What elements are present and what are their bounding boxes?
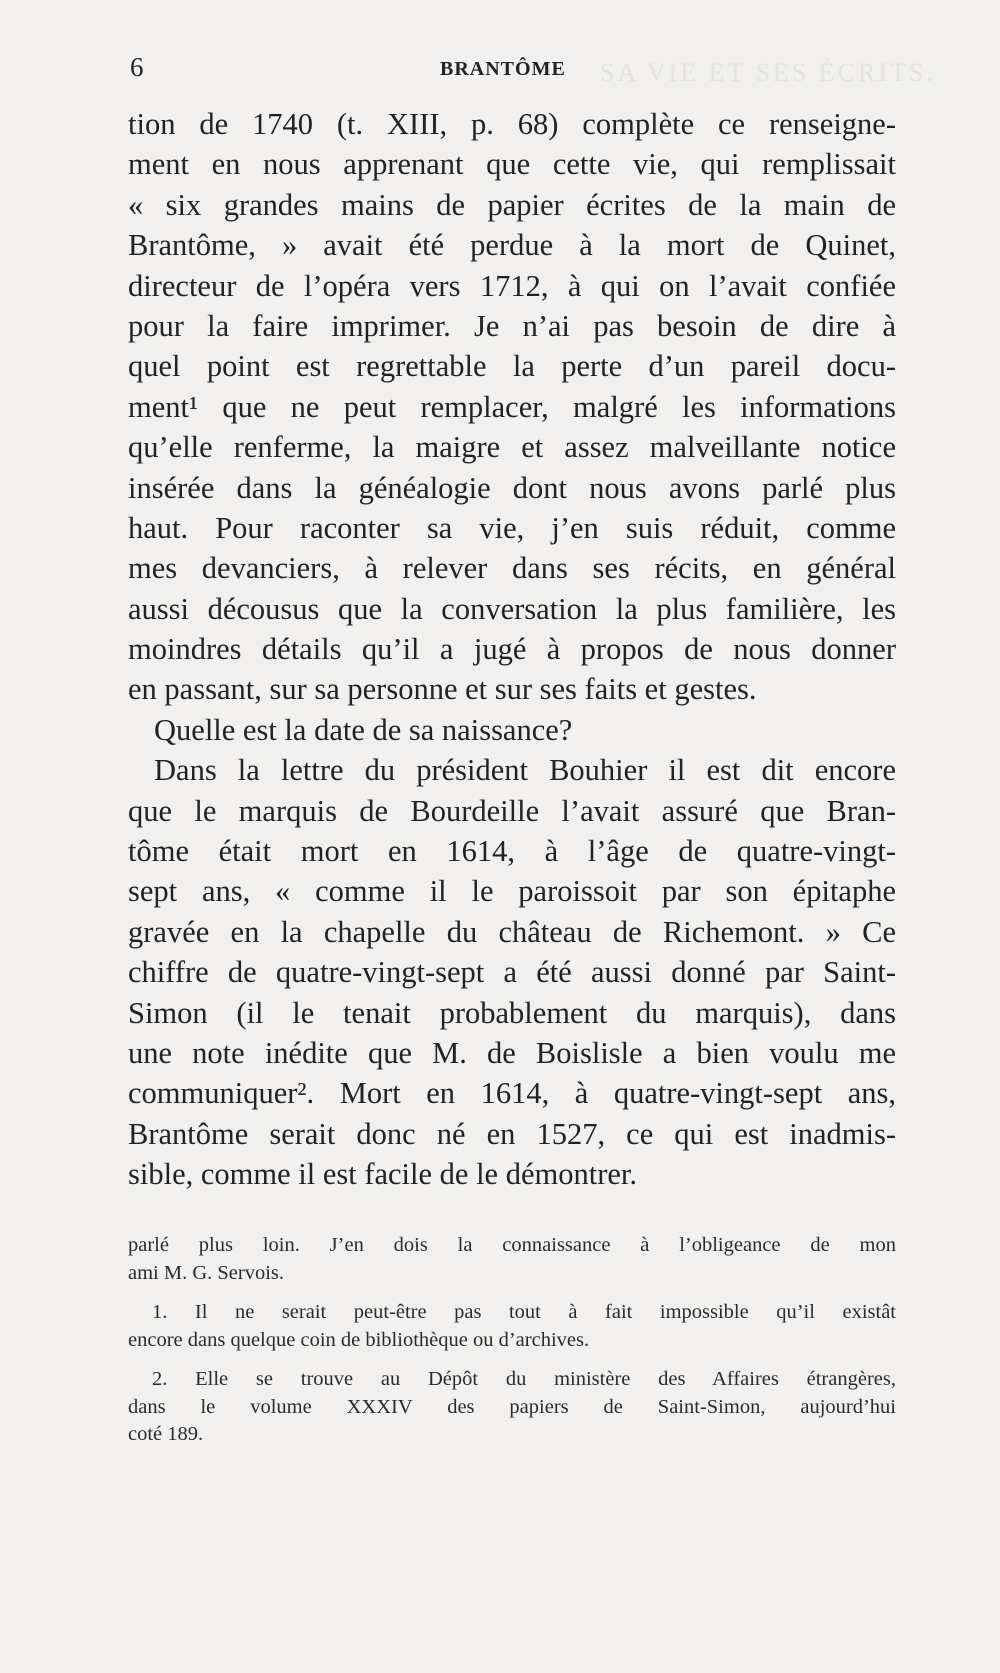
footnote-2-line: dans le volume XXXIV des papiers de Saint-Simon, aujourd’hui xyxy=(128,1395,896,1418)
text-line: Simon (il le tenait probablement du marquis), dans xyxy=(128,995,896,1030)
text-line: ment¹ que ne peut remplacer, malgré les informations xyxy=(128,389,896,424)
text-line: ment en nous apprenant que cette vie, qui remplissait xyxy=(128,147,896,182)
text-line: une note inédite que M. de Boislisle a bien voulu me xyxy=(128,1035,896,1070)
paragraph-question: Quelle est la date de sa naissance? xyxy=(154,712,573,747)
text-line: sible, comme il est facile de le démontrer. xyxy=(128,1157,637,1192)
page-number: 6 xyxy=(130,52,144,82)
text-line: que le marquis de Bourdeille l’avait assuré que Bran- xyxy=(128,793,896,828)
text-line: Brantôme, » avait été perdue à la mort de Quinet, xyxy=(128,228,896,263)
text-line: sept ans, « comme il le paroissoit par son épitaphe xyxy=(128,874,896,909)
footnote-2: 2. Elle se trouve au Dépôt du ministère des Affaires étrangères, xyxy=(152,1368,896,1390)
text-line: haut. Pour raconter sa vie, j’en suis réduit, comme xyxy=(128,510,896,545)
text-line: chiffre de quatre-vingt-sept a été aussi donné par Saint- xyxy=(128,955,896,990)
main-text xyxy=(128,104,896,1195)
running-head: BRANTÔME xyxy=(440,58,566,80)
text-line: mes devanciers, à relever dans ses récits, en général xyxy=(128,551,896,586)
text-line: quel point est regrettable la perte d’un pareil docu- xyxy=(128,349,896,384)
text-line: tion de 1740 (t. XIII, p. 68) complète ce renseigne- xyxy=(128,107,896,141)
text-line: moindres détails qu’il a jugé à propos de nous donner xyxy=(128,632,896,667)
footnote-1-line: encore dans quelque coin de bibliothèque ou d’archives. xyxy=(128,1328,590,1351)
text-line: pour la faire imprimer. Je n’ai pas besoin de dire à xyxy=(128,308,896,343)
show-through-text: SA VIE ET SES ÉCRITS. xyxy=(600,58,936,87)
text-line: directeur de l’opéra vers 1712, à qui on l’avait confiée xyxy=(128,268,896,303)
footnote-continuation-line: ami M. G. Servois. xyxy=(128,1261,285,1284)
text-line: Brantôme serait donc né en 1527, ce qui est inadmis- xyxy=(128,1116,896,1151)
page-header xyxy=(130,52,890,86)
text-line: insérée dans la généalogie dont nous avons parlé plus xyxy=(128,470,896,505)
text-line: en passant, sur sa personne et sur ses faits et gestes. xyxy=(128,672,757,707)
footnote-2-line: coté 189. xyxy=(128,1423,204,1445)
text-line: Dans la lettre du président Bouhier il est dit encore xyxy=(154,753,896,788)
footnotes xyxy=(128,1232,896,1449)
text-line: communiquer². Mort en 1614, à quatre-vingt-sept ans, xyxy=(128,1076,896,1111)
text-line: « six grandes mains de papier écrites de la main de xyxy=(128,187,896,222)
text-line: aussi décousus que la conversation la plus familière, les xyxy=(128,591,896,626)
text-line: tôme était mort en 1614, à l’âge de quatre-vingt- xyxy=(128,834,896,869)
footnote-1: 1. Il ne serait peut-être pas tout à fait impossible qu’il existât xyxy=(152,1301,896,1323)
text-line: gravée en la chapelle du château de Richemont. » Ce xyxy=(128,914,896,949)
text-line: qu’elle renferme, la maigre et assez malveillante notice xyxy=(128,430,896,465)
footnote-continuation-line: parlé plus loin. J’en dois la connaissance à l’obligeance de mon xyxy=(128,1234,896,1256)
